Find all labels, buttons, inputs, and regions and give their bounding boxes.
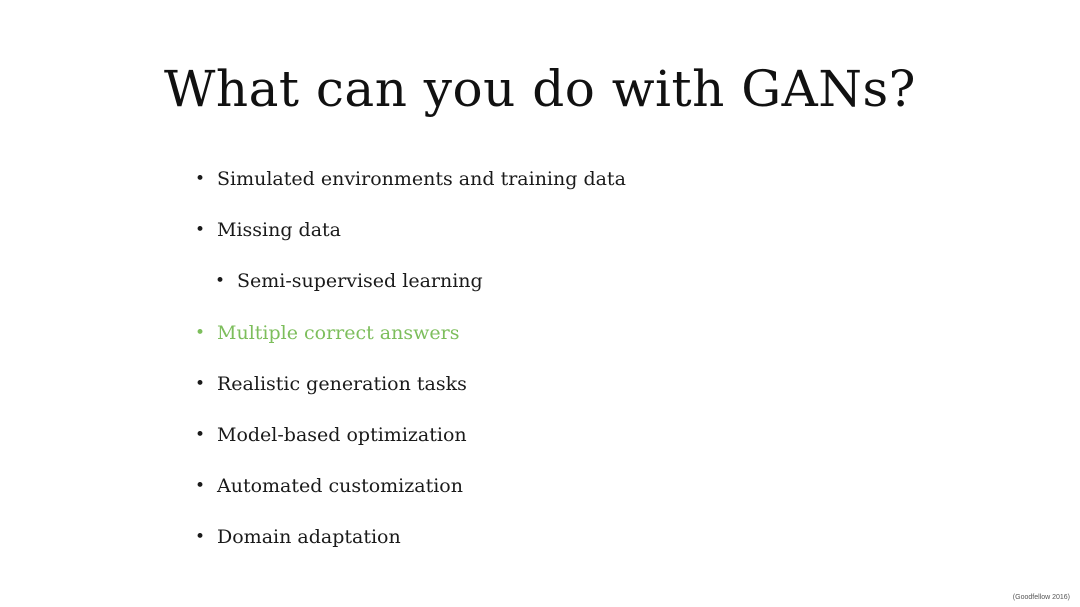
- bullet-text: Domain adaptation: [217, 526, 401, 549]
- bullet-item: [195, 420, 626, 471]
- bullet-item: [195, 164, 626, 215]
- bullet-text: Semi-supervised learning: [237, 270, 483, 293]
- citation: (Goodfellow 2016): [1012, 594, 1070, 601]
- bullet-item-highlighted: [195, 318, 626, 369]
- bullet-icon: •: [195, 527, 206, 548]
- bullet-icon: •: [195, 169, 206, 189]
- bullet-item: [195, 471, 626, 522]
- bullet-text: Realistic generation tasks: [217, 372, 467, 395]
- bullet-item: [195, 215, 626, 266]
- bullet-text: Model-based optimization: [217, 423, 467, 446]
- bullet-text: Simulated environments and training data: [217, 168, 626, 190]
- sub-bullet-item: [195, 266, 626, 317]
- bullet-text: Automated customization: [217, 475, 463, 498]
- bullet-icon: •: [195, 424, 206, 445]
- bullet-icon: •: [195, 220, 206, 241]
- bullet-text: Multiple correct answers: [217, 321, 460, 344]
- bullet-icon: •: [195, 476, 206, 497]
- bullet-icon: •: [195, 373, 206, 394]
- bullet-icon: •: [195, 322, 206, 343]
- bullet-list: [195, 164, 626, 574]
- slide-title: What can you do with GANs?: [164, 60, 916, 118]
- bullet-item: [195, 369, 626, 420]
- bullet-item: [195, 522, 626, 573]
- bullet-icon: •: [215, 271, 226, 292]
- bullet-text: Missing data: [217, 219, 342, 242]
